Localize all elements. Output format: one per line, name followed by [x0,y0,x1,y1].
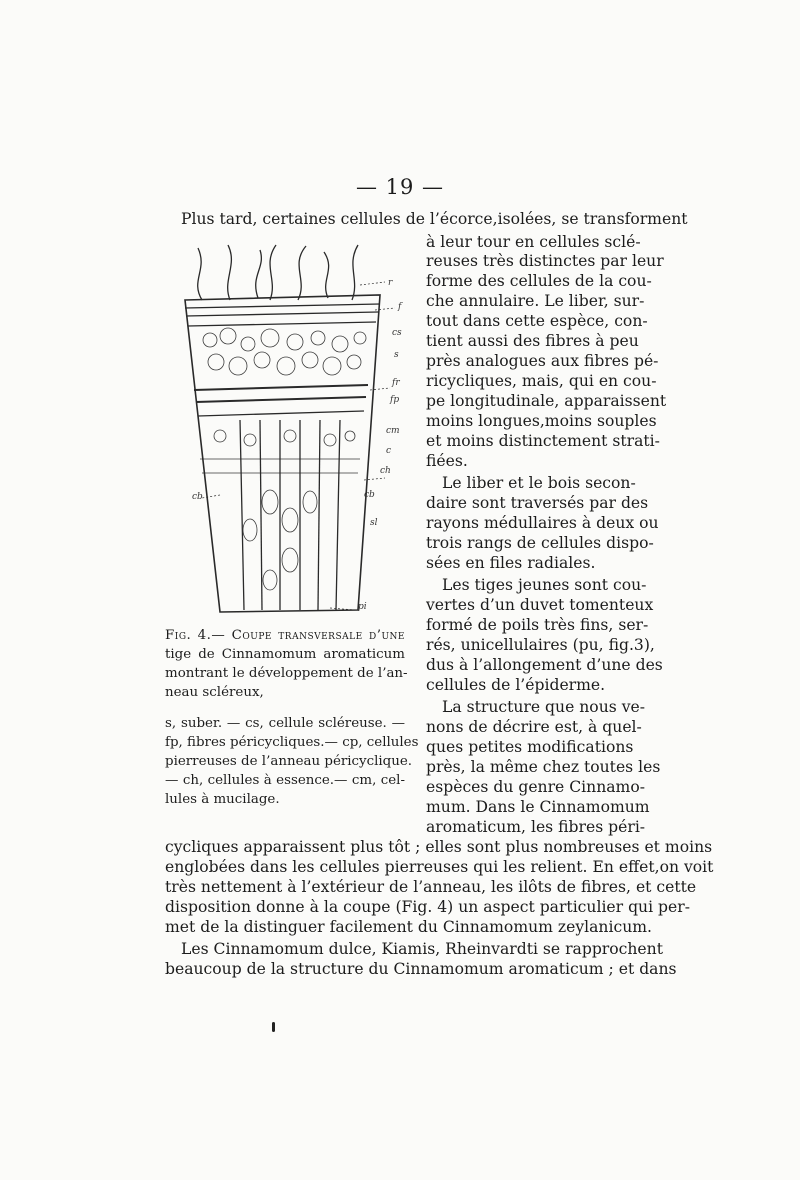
ink-mark [272,1022,275,1032]
figure-label: c [386,446,392,456]
figure-label: cm [386,426,400,436]
column-line: espèces du genre Cinnamo- [426,778,645,796]
column-line: rayons médullaires à deux ou [426,514,659,532]
column-line: mum. Dans le Cinnamomum [426,798,650,816]
column-line: nons de décrire est, à quel- [426,718,642,736]
figure-label: fr [392,378,400,388]
column-line: aromaticum, les fibres péri- [426,818,646,836]
body-line: très nettement à l’extérieur de l’anneau, les ilôts de fibres, et cette [165,878,697,896]
column-line: trois rangs de cellules dispo- [426,534,654,552]
column-line: fiées. [426,452,468,470]
column-line: rés, unicellulaires (pu, fig.3), [426,636,655,654]
figure-label: ch [380,466,391,476]
body-line: met de la distinguer facilement du Cinnamomum zeylanicum. [165,918,652,936]
figure-label: pi [358,602,367,612]
column-line: sées en files radiales. [426,554,596,572]
figure-caption: montrant le développement de l’an- [165,666,408,681]
column-line: ques petites modifications [426,738,634,756]
figure-legend: — ch, cellules à essence.— cm, cel- [165,773,405,788]
column-line: La structure que nous ve- [442,698,646,716]
column-line: Le liber et le bois secon- [442,474,636,492]
column-line: et moins distinctement strati- [426,432,660,450]
column-line: che annulaire. Le liber, sur- [426,292,645,310]
figure-label: sl [370,518,378,528]
page-number: — 19 — [355,175,445,199]
column-line: pe longitudinale, apparaissent [426,392,667,410]
column-line: tient aussi des fibres à peu [426,332,639,350]
figure-label: fp [390,395,400,405]
figure-label: r [388,278,393,288]
figure-legend: s, suber. — cs, cellule scléreuse. — [165,716,405,731]
column-line: tout dans cette espèce, con- [426,312,648,330]
stem-cross-section-illustration [180,240,415,630]
figure-legend: lules à mucilage. [165,792,280,807]
body-line: cycliques apparaissent plus tôt ; elles sont plus nombreuses et moins [165,838,713,856]
figure-label: s [394,350,399,360]
column-line: cellules de l’épiderme. [426,676,606,694]
body-line: disposition donne à la coupe (Fig. 4) un aspect particulier qui per- [165,898,690,916]
column-line: vertes d’un duvet tomenteux [426,596,654,614]
column-line: reuses très distinctes par leur [426,252,664,270]
column-line: à leur tour en cellules sclé- [426,233,641,251]
figure-label: cb [364,490,375,500]
column-line: Les tiges jeunes sont cou- [442,576,647,594]
column-line: formé de poils très fins, ser- [426,616,649,634]
figure-legend: pierreuses de l’anneau péricyclique. [165,754,413,769]
figure-caption: tige de Cinnamomum aromaticum [165,647,405,662]
column-line: daire sont traversés par des [426,494,649,512]
figure-label: cb [192,492,203,502]
column-line: forme des cellules de la cou- [426,272,652,290]
column-line: dus à l’allongement d’une des [426,656,663,674]
body-line: Les Cinnamomum dulce, Kiamis, Rheinvardti se rapprochent [181,940,663,958]
figure-label: cs [392,328,402,338]
column-line: près analogues aux fibres pé- [426,352,659,370]
body-line: beaucoup de la structure du Cinnamomum aromaticum ; et dans [165,960,677,978]
body-line: englobées dans les cellules pierreuses qui les relient. En effet,on voit [165,858,714,876]
figure-legend: fp, fibres péricycliques.— cp, cellules [165,735,419,750]
figure-caption: Fig. 4.— Coupe transversale d’une [165,628,405,643]
column-line: ricycliques, mais, qui en cou- [426,372,657,390]
intro-line: Plus tard, certaines cellules de l’écorce,isolées, se transforment [181,210,688,228]
column-line: près, la même chez toutes les [426,758,661,776]
figure-caption: neau scléreux, [165,685,264,700]
column-line: moins longues,moins souples [426,412,657,430]
figure-label: f [398,302,402,312]
